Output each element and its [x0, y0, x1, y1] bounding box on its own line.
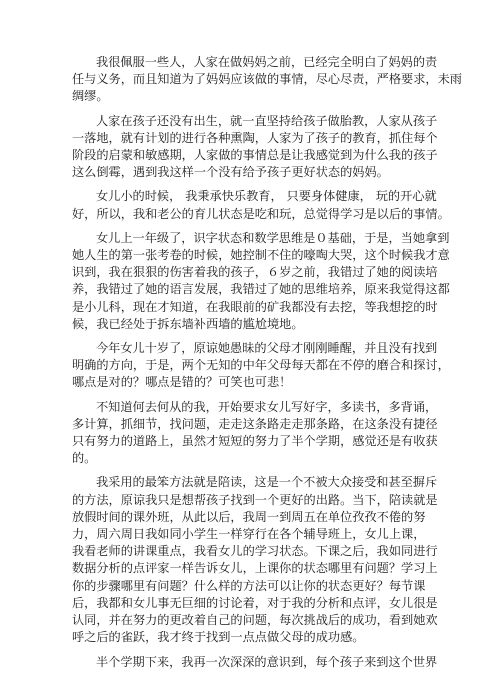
text-line: 女儿上一年级了，识字状态和数学思维是０基础，于是，当她拿到 [96, 230, 450, 245]
paragraph [72, 474, 438, 646]
text-line: 呼之后的雀跃，我才终于找到一点点做父母的成功感。 [72, 630, 365, 645]
text-line: 一落地，就有计划的进行各种熏陶，人家为了孩子的教育，抓住每个 [72, 130, 438, 145]
text-line: 认同，并在努力的更改着自己的问题，每次挑战后的成功，看到她欢 [72, 613, 438, 628]
text-line: 今年女儿十岁了，原谅她愚昧的父母才刚刚睡醒，并且没有找到 [96, 341, 438, 356]
text-line: 力，周六周日我如同小学生一样穿行在各个辅导班上，女儿上课， [72, 527, 426, 542]
text-line: 的。 [72, 451, 97, 466]
paragraph [72, 654, 438, 671]
text-line: 后，我都和女儿事无巨细的讨论着，对于我的分析和点评，女儿很是 [72, 595, 438, 610]
text-line: 我采用的最笨方法就是陪读，这是一个不被大众接受和甚至摒斥 [96, 475, 438, 490]
text-line: 是小儿科，现在才知道，在我眼前的矿我都没有去挖，等我想挖的时 [72, 299, 438, 314]
text-line: 不知道何去何从的我，开始要求女儿写好字，多读书，多背诵， [96, 399, 438, 414]
text-line: 人家在孩子还没有出生，就一直坚持给孩子做胎教，人家从孩子 [96, 113, 438, 128]
text-line: 识到，我在狠狠的伤害着我的孩子，６岁之前，我错过了她的阅读培 [72, 265, 438, 280]
paragraph [72, 340, 450, 392]
text-line: 任与义务，而且知道为了妈妈应该做的事情，尽心尽责，严格要求，未雨 [72, 72, 462, 87]
text-line: 阶段的启蒙和敏感期，人家做的事情总是让我感觉到为什么我的孩子 [72, 148, 438, 163]
text-line: 养，我错过了她的语言发展，我错过了她的思维培养，原来我觉得这都 [72, 282, 450, 297]
text-line: 只有努力的道路上，虽然才短短的努力了半个学期，感觉还是有收获 [72, 434, 438, 449]
text-line: 哪点是对的？哪点是错的？可笑也可悲！ [72, 375, 292, 390]
paragraph [72, 188, 450, 222]
text-line: 绸缪。 [72, 89, 109, 104]
paragraph [72, 54, 462, 106]
text-line: 她人生的第一张考卷的时候，她控制不住的嚎啕大哭，这个时候我才意 [72, 248, 450, 263]
text-line: 半个学期下来，我再一次深深的意识到，每个孩子来到这个世界 [96, 654, 438, 669]
paragraph [72, 230, 450, 333]
text-line: 的方法，原谅我只是想帮孩子找到一个更好的出路。当下，陪读就是 [72, 492, 438, 507]
text-line: 这么倒霉，遇到我这样一个没有给予孩子更好状态的妈妈。 [72, 165, 389, 180]
article-body [72, 54, 462, 678]
text-line: 你的步骤哪里有问题？什么样的方法可以让你的状态更好？每节课 [72, 578, 426, 593]
text-line: 多计算，抓细节，找问题，走走这条路走走那条路，在这条没有捷径 [72, 416, 438, 431]
text-line: 我看老师的讲课重点，我看女儿的学习状态。下课之后，我如同进行 [72, 544, 438, 559]
text-line: 放假时间的课外班，从此以后，我周一到周五在单位孜孜不倦的努 [72, 509, 426, 524]
text-line: 候，我已经处于拆东墙补西墙的尴尬境地。 [72, 316, 304, 331]
text-line: 明确的方向，于是，两个无知的中年父母每天都在不停的磨合和探讨， [72, 358, 450, 373]
text-line: 数据分析的点评家一样告诉女儿，上课你的状态哪里有问题？学习上 [72, 561, 438, 576]
text-line: 好，所以，我和老公的育儿状态是吃和玩，总觉得学习是以后的事情。 [72, 206, 450, 221]
paragraph [72, 113, 438, 182]
text-line: 我很佩服一些人，人家在做妈妈之前，已经完全明白了妈妈的责 [96, 55, 438, 69]
text-line: 女儿小的时候， 我秉承快乐教育， 只要身体健康， 玩的开心就 [96, 189, 437, 204]
paragraph [72, 399, 438, 468]
